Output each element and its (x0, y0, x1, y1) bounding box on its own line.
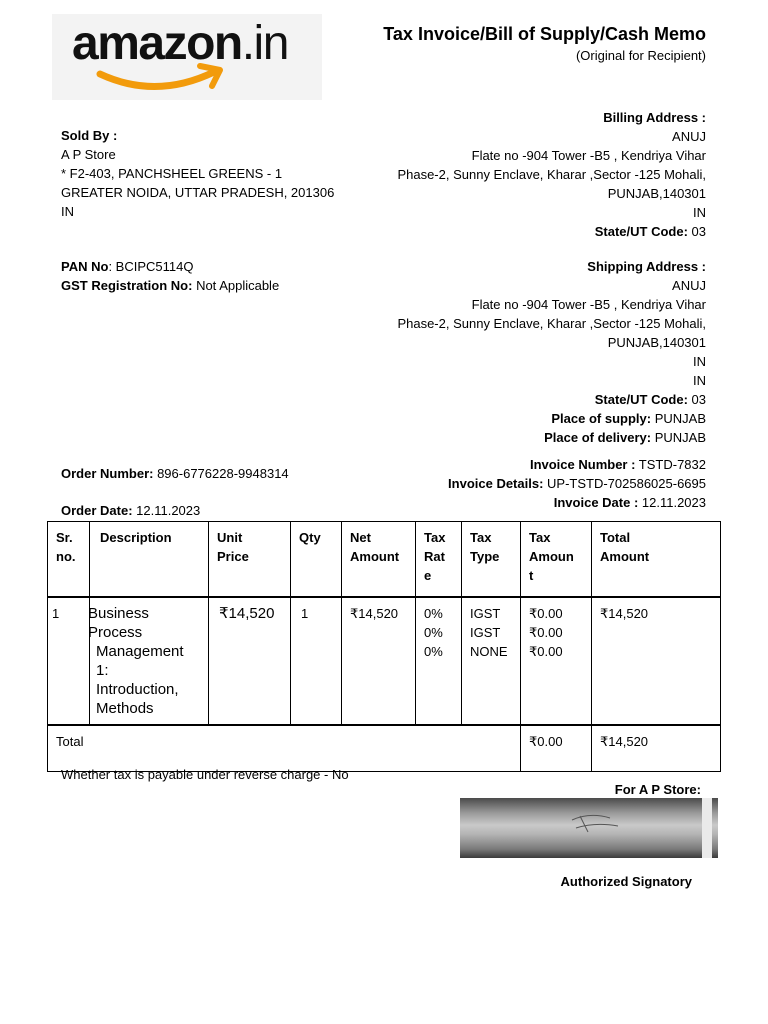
cell-total-amount: ₹14,520 (592, 597, 721, 725)
billing-state-code: State/UT Code: 03 (594, 224, 706, 239)
header-sr-no: Sr. no. (48, 522, 90, 598)
header-tax-rate: Tax Rat e (416, 522, 462, 598)
shipping-address-line: PUNJAB,140301 (607, 335, 706, 350)
amazon-logo (52, 14, 322, 100)
total-row (48, 725, 721, 772)
seller-country: IN (61, 204, 74, 219)
header-description: Description (90, 522, 209, 598)
header-tax-type: Tax Type (462, 522, 521, 598)
cell-tax-amount: ₹0.00 ₹0.00 ₹0.00 (521, 597, 592, 725)
invoice-title: Tax Invoice/Bill of Supply/Cash Memo (383, 24, 706, 44)
invoice-number: Invoice Number : TSTD-7832 (529, 457, 706, 472)
for-store-label: For A P Store: (614, 782, 701, 797)
header-qty: Qty (291, 522, 342, 598)
place-of-supply: Place of supply: PUNJAB (551, 411, 706, 426)
sold-by-section (61, 126, 334, 221)
smile-arrow-icon (96, 60, 226, 96)
invoice-details: Invoice Details: UP-TSTD-702586025-6695 (448, 476, 706, 491)
seller-name: A P Store (61, 147, 116, 162)
invoice-subtitle: (Original for Recipient) (575, 48, 706, 63)
cell-net-amount: ₹14,520 (342, 597, 416, 725)
authorized-signatory-label: Authorized Signatory (560, 874, 692, 889)
signature-edge (702, 798, 712, 858)
pan-number: PAN No: BCIPC5114Q (61, 259, 194, 274)
cell-sr-no: 1 (48, 597, 90, 725)
cell-qty: 1 (291, 597, 342, 725)
shipping-country: IN (693, 373, 706, 388)
shipping-address-label: Shipping Address : (587, 259, 706, 274)
shipping-state-code: State/UT Code: 03 (594, 392, 706, 407)
header-tax-amount: Tax Amoun t (521, 522, 592, 598)
reverse-charge-note: Whether tax is payable under reverse charge - No (61, 767, 349, 782)
billing-address-section (397, 108, 706, 241)
billing-address-line: Phase-2, Sunny Enclave, Kharar ,Sector -125 Mohali, (397, 167, 706, 182)
billing-address-line: Flate no -904 Tower -B5 , Kendriya Vihar (471, 148, 706, 163)
billing-address-label: Billing Address : (603, 110, 706, 125)
total-tax-amount: ₹0.00 (521, 725, 592, 772)
shipping-address-line: Flate no -904 Tower -B5 , Kendriya Vihar (471, 297, 706, 312)
order-date: Order Date: 12.11.2023 (61, 503, 201, 518)
billing-name: ANUJ (672, 129, 706, 144)
signature-scribble-icon (460, 798, 718, 858)
items-table (47, 521, 721, 772)
gst-registration: GST Registration No: Not Applicable (61, 278, 280, 293)
sold-by-label: Sold By : (61, 128, 118, 143)
order-number: Order Number: 896-6776228-9948314 (61, 466, 289, 481)
header-net-amount: Net Amount (342, 522, 416, 598)
signature-image (460, 798, 718, 858)
place-of-delivery: Place of delivery: PUNJAB (544, 430, 706, 445)
cell-unit-price: ₹14,520 (209, 597, 291, 725)
tax-ids-section (61, 257, 279, 295)
cell-tax-type: IGST IGST NONE (462, 597, 521, 725)
shipping-address-line: Phase-2, Sunny Enclave, Kharar ,Sector -125 Mohali, (397, 316, 706, 331)
shipping-address-section (397, 257, 706, 447)
shipping-name: ANUJ (672, 278, 706, 293)
seller-address-line: * F2-403, PANCHSHEEL GREENS - 1 (61, 166, 283, 181)
seller-address-line: GREATER NOIDA, UTTAR PRADESH, 201306 (61, 185, 335, 200)
invoice-info-section (448, 455, 706, 512)
invoice-date: Invoice Date : 12.11.2023 (553, 495, 706, 510)
total-label: Total (48, 725, 521, 772)
shipping-country: IN (693, 354, 706, 369)
header-unit-price: Unit Price (209, 522, 291, 598)
cell-description: Business Process Management 1: Introduction, Methods (90, 597, 209, 725)
cell-tax-rate: 0% 0% 0% (416, 597, 462, 725)
billing-country: IN (693, 205, 706, 220)
table-header-row (48, 522, 721, 598)
logo-wordmark: amazon.in (72, 17, 288, 70)
total-amount: ₹14,520 (592, 725, 721, 772)
header-total-amount: Total Amount (592, 522, 721, 598)
table-row (48, 597, 721, 725)
billing-address-line: PUNJAB,140301 (607, 186, 706, 201)
